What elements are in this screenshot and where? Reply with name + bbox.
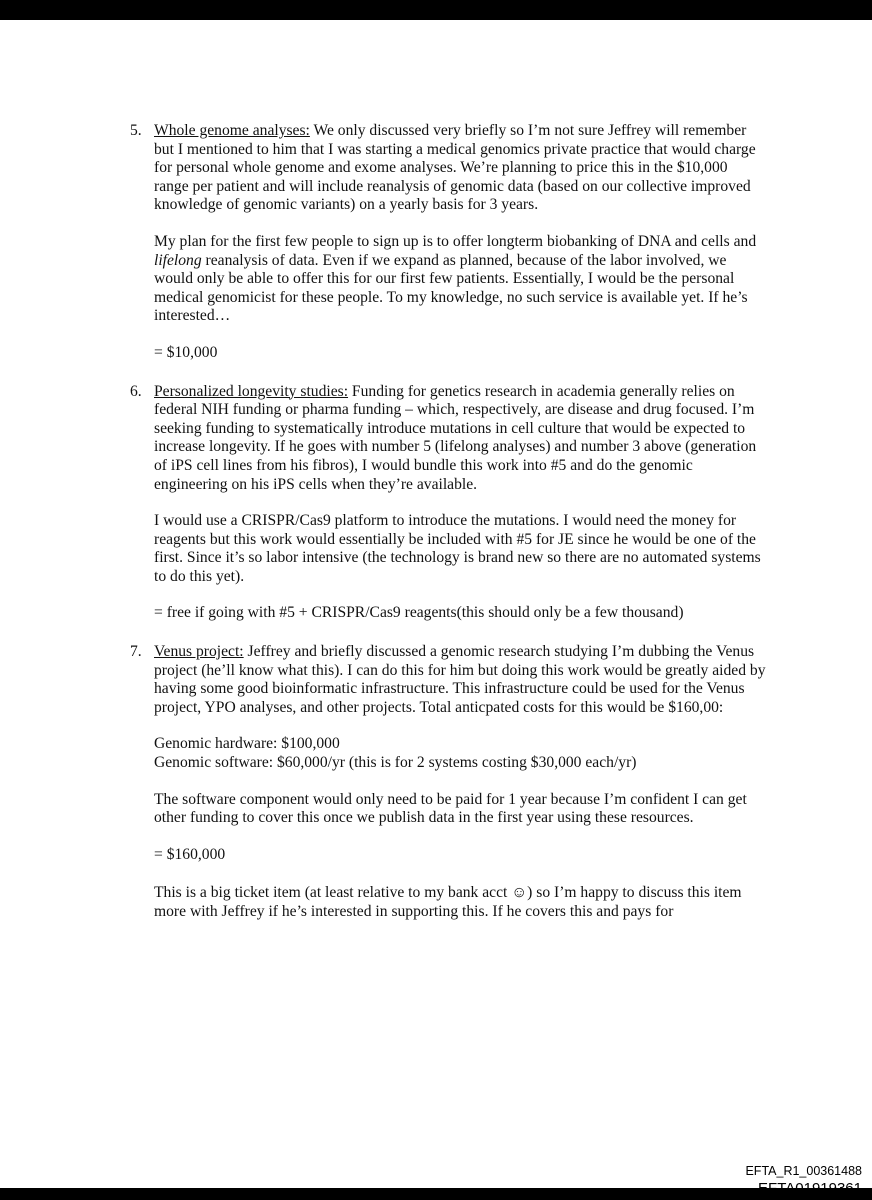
list-item-whole-genome <box>126 122 766 363</box>
item-paragraph <box>154 122 766 215</box>
item-heading: Personalized longevity studies: <box>154 382 349 400</box>
cost-lines <box>154 735 766 772</box>
item-total: = $10,000 <box>154 343 218 361</box>
software-cost: Genomic software: $60,000/yr (this is for 2 systems costing $30,000 each/yr) <box>154 754 637 772</box>
item-total: = free if going with #5 + CRISPR/Cas9 reagents(this should only be a few thousand) <box>154 604 684 622</box>
item-text: We only discussed very briefly so I’m not sure Jeffrey will remember but I mentioned to him that I was starting a medical genomics private practice that would charge for personal whole genome and exome analyses. We’re planning to price this in the $10,000 range per patient and will include reanalysis of genomic data (based on our collective improved knowledge of genomic variants) on a yearly basis for 3 years. <box>154 122 756 214</box>
item-paragraph: The software component would only need to be paid for 1 year because I’m confident I can get other funding to cover this once we publish data in the first year using these resources. <box>154 790 747 827</box>
item-number: 5. <box>130 122 142 139</box>
document-body <box>126 122 766 942</box>
document-page <box>0 20 872 1197</box>
item-paragraph: I would use a CRISPR/Cas9 platform to introduce the mutations. I would need the money for reagents but this work would essentially be included with #5 for JE since he would be one of the first. Since it’s so labor intensive (the technology is brand new so there are no automated systems to do this yet). <box>154 512 761 585</box>
item-total: = $160,000 <box>154 845 226 863</box>
item-number: 6. <box>130 382 142 400</box>
list-item-longevity <box>126 383 766 624</box>
footer-bates-id-2: EFTA01919361 <box>758 1180 862 1197</box>
footer-bates-id-1: EFTA_R1_00361488 <box>745 1164 862 1178</box>
item-text: reanalysis of data. Even if we expand as planned, because of the labor involved, we would only be able to offer this for our first few patients. Essentially, I would be the personal medical genomicist for these people. To my knowledge, no such service is available yet. If he’s interested… <box>154 251 748 325</box>
item-paragraph <box>154 643 766 717</box>
item-text: My plan for the first few people to sign up is to offer longterm biobanking of DNA and cells and <box>154 232 757 250</box>
item-number: 7. <box>130 643 142 661</box>
item-heading: Venus project: <box>154 643 244 661</box>
item-paragraph <box>154 233 766 326</box>
item-paragraph: This is a big ticket item (at least relative to my bank acct ☺) so I’m happy to discuss this item more with Jeffrey if he’s interested in supporting this. If he covers this and pays for <box>154 884 742 920</box>
hardware-cost: Genomic hardware: $100,000 <box>154 735 340 753</box>
item-paragraph <box>154 383 766 495</box>
item-text-emphasis: lifelong <box>154 251 202 269</box>
item-text: Funding for genetics research in academia generally relies on federal NIH funding or pharma funding – which, respectively, are disease and drug focused. I’m seeking funding to systematically introduce mutations in cell culture that would be expected to increase longevity. If he goes with number 5 (lifelong analyses) and number 3 above (generation of iPS cell lines from his fibros), I would bundle this work into #5 and do the genomic engineering on his iPS cells when they’re available. <box>154 382 757 493</box>
item-text: Jeffrey and briefly discussed a genomic research studying I’m dubbing the Venus project (he’ll know what this). I can do this for him but doing this work would be greatly aided by having some good bioinformatic infrastructure. This infrastructure could be used for the Venus project, YPO analyses, and other projects. Total anticpated costs for this would be $160,00: <box>154 643 766 716</box>
list-item-venus <box>126 643 766 922</box>
item-heading: Whole genome analyses: <box>154 122 310 139</box>
